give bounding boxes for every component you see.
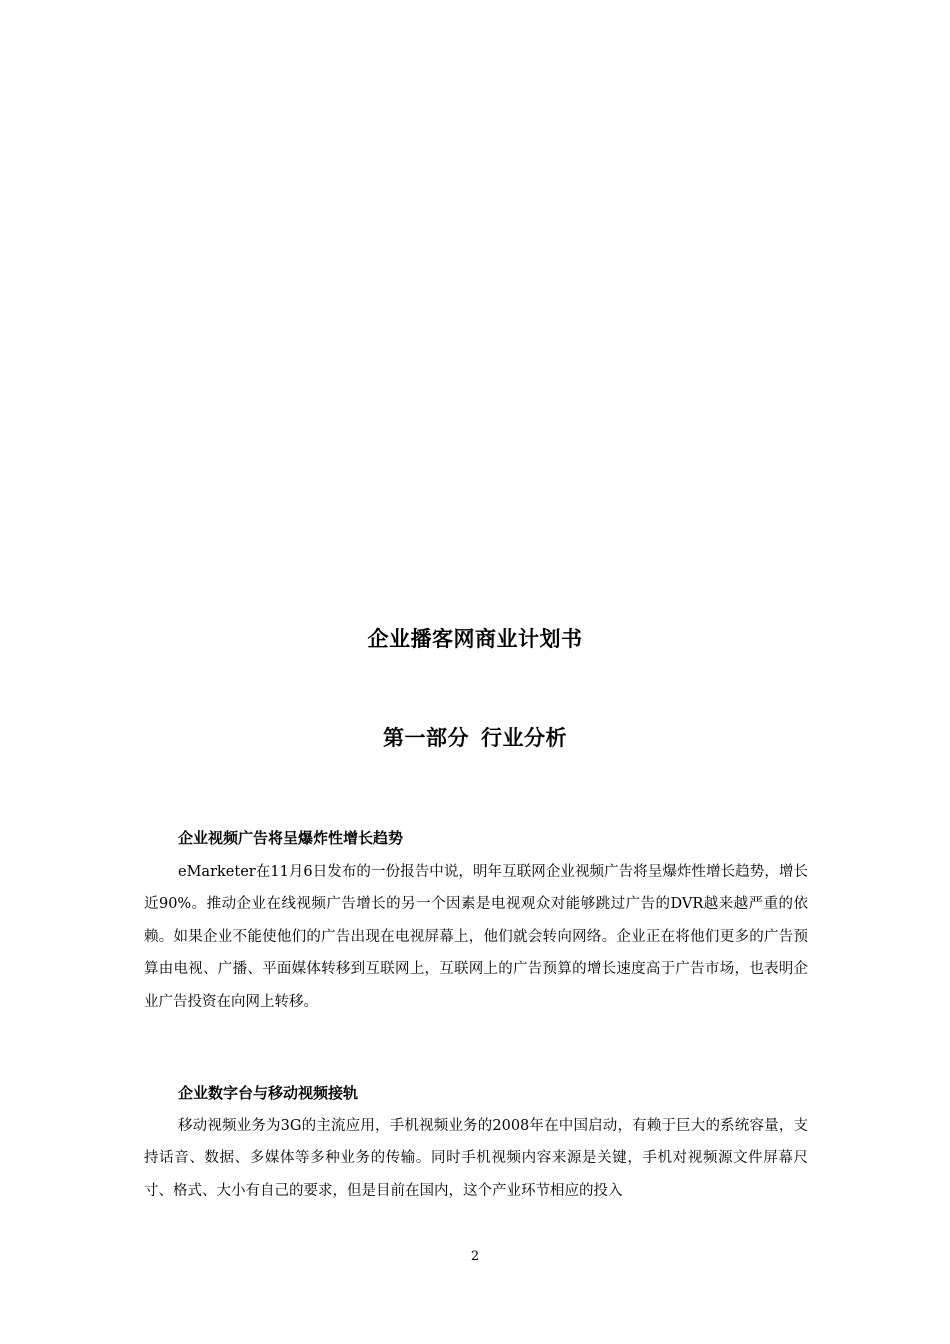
section-heading: 企业数字台与移动视频接轨 [178, 1084, 359, 1102]
part-name: 行业分析 [481, 726, 567, 750]
part-title [0, 723, 950, 753]
section-paragraph: eMarketer在11月6日发布的一份报告中说，明年互联网企业视频广告将呈爆炸性增长趋势，增长近90%。推动企业在线视频广告增长的另一个因素是电视观众对能够跳过广告的DVR越来越严重的依赖。如果企业不能使他们的广告出现在电视屏幕上，他们就会转向网络。企业正在将他们更多的广告预算由电视、广播、平面媒体转移到互联网上，互联网上的广告预算的增长速度高于广告市场，也表明企业广告投资在向网上转移。 [144, 864, 808, 1010]
section-heading: 企业视频广告将呈爆炸性增长趋势 [178, 829, 404, 847]
page-number: 2 [470, 1249, 480, 1264]
part-number: 第一部分 [383, 726, 469, 750]
document-title: 企业播客网商业计划书 [367, 627, 583, 651]
section-paragraph: 移动视频业务为3G的主流应用，手机视频业务的2008年在中国启动，有赖于巨大的系统容量，支持话音、数据、多媒体等多种业务的传输。同时手机视频内容来源是关键，手机对视频源文件屏幕尺寸、格式、大小有自己的要求，但是目前在国内，这个产业环节相应的投入 [144, 1118, 808, 1199]
